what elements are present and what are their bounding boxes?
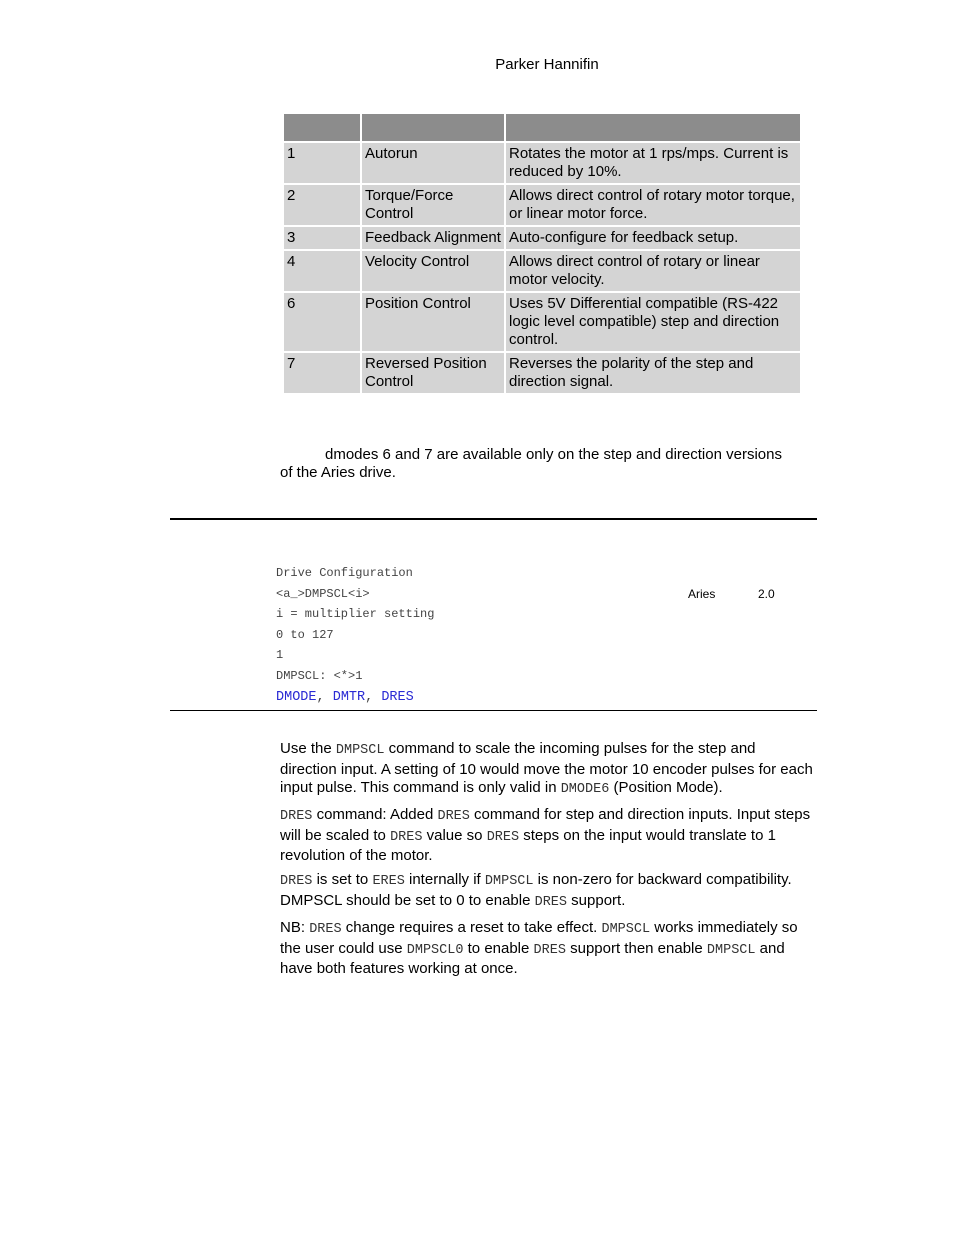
mode-description-cell: Uses 5V Differential compatible (RS-422 logic level compatible) step and direction control. <box>506 293 800 351</box>
see-also-link-dres[interactable]: DRES <box>381 690 414 705</box>
description-paragraph <box>280 871 815 912</box>
text-run: steps on the input would translate to 1 revolution of the motor. <box>280 826 776 864</box>
text-run: value so <box>422 826 487 844</box>
mode-name-cell: Reversed Position Control <box>362 353 504 393</box>
dmode6-link[interactable]: DMODE6 <box>560 782 610 797</box>
code-run: DRES <box>280 874 313 889</box>
code-run: DRES <box>533 942 566 958</box>
text-run: Use the <box>280 740 336 757</box>
code-run: DMPSCL <box>335 743 385 758</box>
text-run: support. <box>567 891 626 909</box>
product-rev: 2.0 <box>758 587 775 601</box>
table-row <box>284 227 800 249</box>
see-also-link-dmode[interactable]: DMODE <box>276 690 317 705</box>
description-paragraph <box>280 806 815 866</box>
text-run: works immediately so the user could use <box>280 919 798 957</box>
drive-mode-table <box>282 112 802 395</box>
command-response: DMPSCL: <*>1 <box>276 669 363 683</box>
text-run: command to scale the incoming pulses for the step and direction input. A setting of 10 would move the motor 10 encoder pulses for each input pulse <box>280 740 813 796</box>
code-run: ERES <box>372 874 405 889</box>
mode-name-cell: Velocity Control <box>362 251 504 291</box>
command-units: i = multiplier setting <box>276 607 435 621</box>
mode-number-cell: 6 <box>284 293 360 351</box>
table-header-cell <box>362 114 504 141</box>
text-run: is set to <box>312 871 373 888</box>
section-divider-bottom <box>170 710 817 711</box>
command-syntax: <a_>DMPSCL<i> <box>276 587 370 601</box>
table-header-row <box>284 114 800 141</box>
mode-description-cell: Allows direct control of rotary or linear motor velocity. <box>506 251 800 291</box>
code-run: DRES <box>280 809 313 824</box>
table-row <box>284 353 800 393</box>
page-header-title: Parker Hannifin <box>495 56 599 73</box>
code-run: DRES <box>309 922 342 937</box>
mode-description-cell: Reverses the polarity of the step and direction signal. <box>506 353 800 393</box>
mode-description-cell: Allows direct control of rotary motor torque, or linear motor force. <box>506 185 800 225</box>
table-row <box>284 185 800 225</box>
text-run: . This command is only valid in <box>352 779 561 796</box>
mode-number-cell: 3 <box>284 227 360 249</box>
text-run: NB: <box>280 919 310 936</box>
description-paragraph <box>280 919 815 979</box>
text-run: is non-zero for backward compatibility. DMPSCL should be set to 0 to enable <box>280 871 792 909</box>
see-also-link-dmtr[interactable]: DMTR <box>332 690 366 705</box>
text-run: change requires a reset to take effect. <box>341 919 602 936</box>
see-also-links: DMODE, DMTR, DRES <box>276 690 414 705</box>
code-run: DRES <box>437 809 470 824</box>
mode-number-cell: 1 <box>284 143 360 183</box>
product-name: Aries <box>688 587 716 601</box>
code-run: DMPSCL <box>706 942 756 958</box>
code-run: DRES <box>390 829 423 845</box>
mode-number-cell: 2 <box>284 185 360 225</box>
command-range: 0 to 127 <box>276 628 334 642</box>
command-type: Drive Configuration <box>276 566 413 580</box>
table-header-cell <box>284 114 360 141</box>
command-default: 1 <box>276 648 284 662</box>
text-run: to enable <box>463 939 534 957</box>
text-run: command for step and direction inputs. Input steps will be scaled to <box>280 806 811 844</box>
section-divider-top <box>170 518 817 520</box>
note-line: dmodes 6 and 7 are available only on the step and direction versions <box>325 446 782 463</box>
text-run: support then enable <box>565 939 707 957</box>
mode-description-cell: Rotates the motor at 1 rps/mps. Current is reduced by 10%. <box>506 143 800 183</box>
mode-name-cell: Autorun <box>362 143 504 183</box>
text-run: and have both features working at once. <box>280 939 785 977</box>
table-row <box>284 293 800 351</box>
mode-description-cell: Auto-configure for feedback setup. <box>506 227 800 249</box>
code-run: DRES <box>534 894 568 910</box>
mode-name-cell: Position Control <box>362 293 504 351</box>
note-line: of the Aries drive. <box>280 464 396 481</box>
note-paragraph <box>280 446 810 482</box>
mode-name-cell: Feedback Alignment <box>362 227 504 249</box>
text-run: internally if <box>404 871 485 888</box>
description-paragraph <box>280 740 815 800</box>
code-run: DMPSCL <box>601 922 651 937</box>
mode-number-cell: 4 <box>284 251 360 291</box>
table-header-cell <box>506 114 800 141</box>
table-row <box>284 143 800 183</box>
mode-number-cell: 7 <box>284 353 360 393</box>
table-row <box>284 251 800 291</box>
code-run: DMPSCL <box>484 874 534 889</box>
mode-name-cell: Torque/Force Control <box>362 185 504 225</box>
code-run: DMPSCL0 <box>406 942 464 958</box>
code-run: DRES <box>486 829 520 845</box>
text-run: command: Added <box>312 806 438 823</box>
text-run: (Position Mode). <box>609 779 723 796</box>
